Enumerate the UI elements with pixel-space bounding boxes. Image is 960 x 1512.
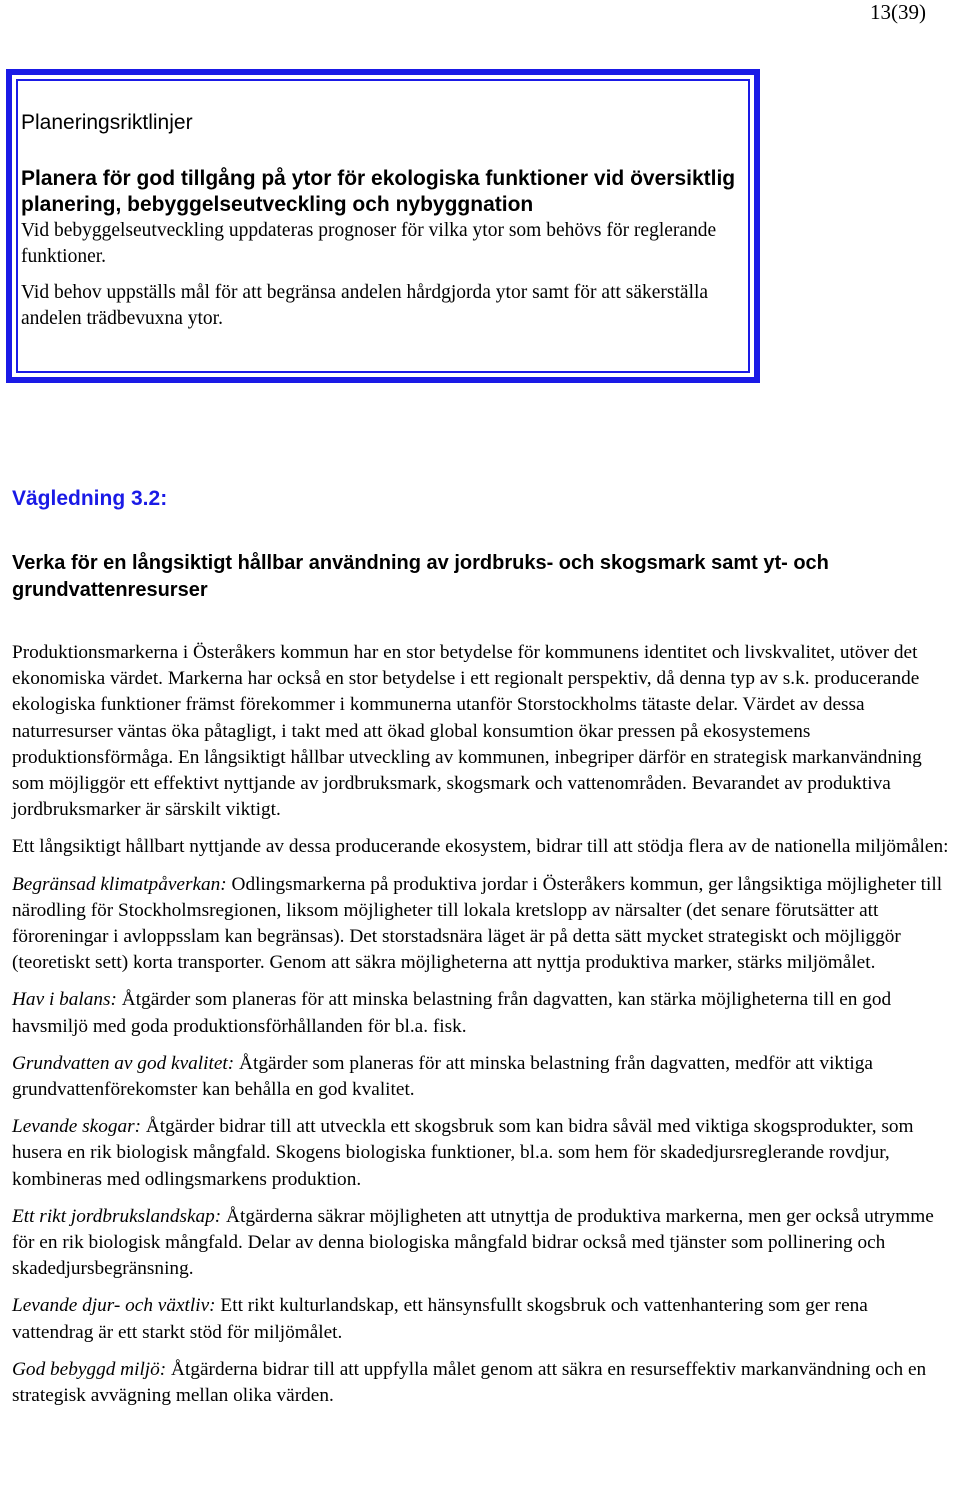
guide-body (12, 640, 952, 1420)
goal-label: Ett rikt jordbrukslandskap: (12, 1205, 222, 1227)
section-title: Verka för en långsiktigt hållbar användning av jordbruks- och skogsmark samt yt- och grundvattenresurser (12, 552, 829, 601)
page-number: 13(39) (870, 0, 926, 24)
goal-paragraph (12, 1293, 952, 1345)
goal-paragraph (12, 1114, 952, 1193)
goal-text: Åtgärder som planeras för att minska belastning från dagvatten, medför att viktiga grundvattenförekomster kan behålla en god kvalitet. (12, 1052, 873, 1101)
goal-label: Hav i balans: (12, 989, 117, 1011)
guide-title: Vägledning 3.2: (12, 487, 168, 510)
goal-label: Grundvatten av god kvalitet: (12, 1052, 235, 1074)
box-heading: Planeringsriktlinjer (21, 111, 193, 134)
goal-label: Levande djur- och växtliv: (12, 1295, 216, 1317)
goal-label: Levande skogar: (12, 1116, 142, 1138)
guideline-box-content (21, 108, 741, 332)
intro-paragraph: Produktionsmarkerna i Österåkers kommun har en stor betydelse för kommunens identitet och livskvalitet, utöver det ekonomiska värdet. Markerna har också en stor betydelse i ett regionalt perspektiv, då denna typ av s.k. producerande ekologiska funktioner främst förekommer i kommunerna utanför Storstockholms tätaste delar. Värdet av dessa naturresurser väntas öka påtagligt, i takt med att ökad global konsumtion ökar pressen på ekosystemens produktionsförmåga. En långsiktigt hållbar utveckling av kommunen, inbegriper därför en strategisk markanvändning som möjliggör ett effektivt nyttjande av jordbruksmark, skogsmark och vattenområden. Bevarandet av produktiva jordbruksmarker är särskilt viktigt. (12, 642, 922, 821)
goal-text: Odlingsmarkerna på produktiva jordar i Österåkers kommun, ger långsiktiga möjligheter till närodling för Stockholmsregionen, liksom möjligheter till lokala kretslopp av närsalter (det senare förutsätter att föroreningar i avloppsslam kan begränsas). Det storstadsnära läget är på detta sätt mycket strategiskt och möjliggör (teoretiskt sett) korta transporter. Genom att säkra möjligheterna att nyttja produktiva marker, stärks miljömålet. (12, 873, 943, 974)
lead-paragraph: Ett långsiktigt hållbart nyttjande av dessa producerande ekosystem, bidrar till att stödja flera av de nationella miljömålen: (12, 836, 949, 858)
box-paragraph-1: Vid bebyggelseutveckling uppdateras prognoser för vilka ytor som behövs för reglerande funktioner. (21, 220, 717, 267)
goal-paragraph (12, 1204, 952, 1283)
goal-paragraph (12, 872, 952, 977)
goal-paragraph (12, 987, 952, 1039)
goal-text: Åtgärder bidrar till att utveckla ett skogsbruk som kan bidra såväl med viktiga skogsprodukter, som husera en rik biologisk mångfald. Skogens biologiska funktioner, bl.a. som hem för skadedjursreglerande rovdjur, kombineras med odlingsmarkens produktion. (12, 1116, 914, 1190)
goal-text: Ett rikt kulturlandskap, ett hänsynsfullt skogsbruk och vattenhantering som ger rena vattendrag är ett starkt stöd för miljömålet. (12, 1295, 868, 1343)
goal-label: Begränsad klimatpåverkan: (12, 873, 227, 895)
goal-text: Åtgärderna säkrar möjligheten att utnyttja de produktiva markerna, men ger också utrymme för en rik biologisk mångfald. Delar av denna biologiska mångfald bidrar också med tjänster som pollinering och skadedjursbegränsning. (12, 1205, 934, 1280)
goal-text: Åtgärderna bidrar till att uppfylla målet genom att säkra en resurseffektiv markanvändning och en strategisk avvägning mellan olika värden. (12, 1358, 927, 1407)
box-paragraph-2: Vid behov uppställs mål för att begränsa andelen hårdgjorda ytor samt för att säkerställa andelen trädbevuxna ytor. (21, 282, 709, 329)
goal-label: God bebyggd miljö: (12, 1358, 167, 1380)
goal-paragraph (12, 1357, 952, 1409)
goal-text: Åtgärder som planeras för att minska belastning från dagvatten, kan stärka möjligheterna till en god havsmiljö med goda produktionsförhållanden för bl.a. fisk. (12, 989, 892, 1037)
box-title: Planera för god tillgång på ytor för ekologiska funktioner vid översiktlig planering, bebyggelseutveckling och nybyggnation (21, 167, 736, 216)
goal-paragraph (12, 1051, 952, 1103)
